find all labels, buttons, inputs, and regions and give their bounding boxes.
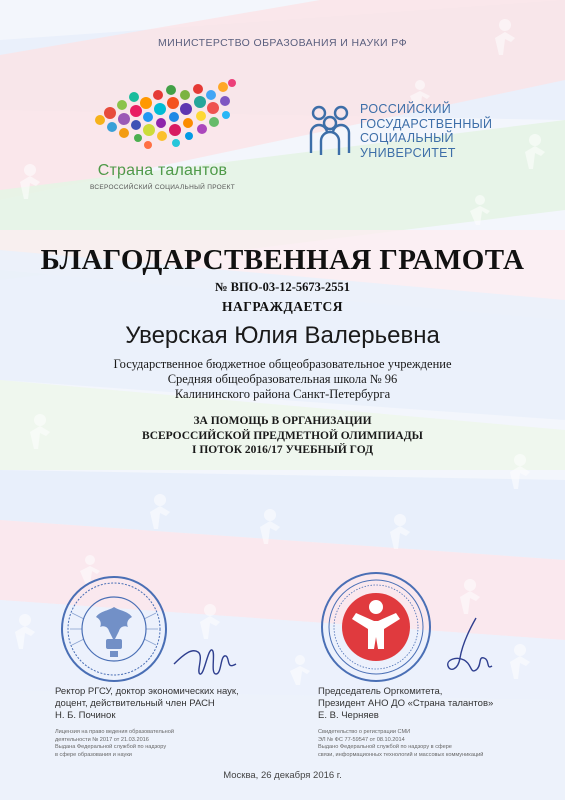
reason-line: ЗА ПОМОЩЬ В ОРГАНИЗАЦИИ	[193, 415, 372, 427]
recipient-organization	[0, 357, 565, 402]
university-name-line: ГОСУДАРСТВЕННЫЙ	[360, 116, 493, 131]
organization-line: Средняя общеобразовательная школа № 96	[167, 372, 398, 386]
signatory-line: доцент, действительный член РАСН	[55, 698, 215, 709]
place-and-date: Москва, 26 декабря 2016 г.	[223, 770, 342, 781]
signature-icon	[170, 634, 240, 682]
university-name	[360, 102, 492, 160]
university-name-line: РОССИЙСКИЙ	[360, 102, 452, 116]
license-line: ЭЛ № ФС 77-59547 от 08.10.2014	[318, 736, 405, 743]
license-line: Свидетельство о регистрации СМИ	[318, 729, 411, 735]
right-license	[318, 729, 483, 759]
ministry-header: МИНИСТЕРСТВО ОБРАЗОВАНИЯ И НАУКИ РФ	[158, 37, 407, 49]
license-line: в сфере образования и науки	[55, 751, 132, 758]
license-line: деятельности № 2017 от 21.03.2016	[55, 736, 149, 743]
license-line: связи, информационных технологий и массовых коммуникаций	[318, 751, 484, 758]
signatory-line: Н. Б. Починок	[55, 710, 116, 721]
right-signatory	[318, 686, 493, 722]
signatory-line: Председатель Оргкомитета,	[318, 686, 443, 697]
award-reason	[0, 414, 565, 458]
rgsu-people-logo	[308, 103, 354, 159]
signature-icon	[440, 612, 500, 682]
signatory-line: Е. В. Черняев	[318, 710, 379, 721]
organization-line: Калининского района Санкт-Петербурга	[174, 387, 391, 401]
russia-map-people-logo	[88, 75, 238, 163]
license-line: Выдано Федеральной службой по надзору в сфере	[318, 744, 452, 751]
license-line: Лицензия на право ведения образовательной	[55, 729, 174, 735]
left-license	[55, 729, 174, 759]
license-line: Выдана Федеральной службой по надзору	[55, 744, 167, 751]
awarded-label: НАГРАЖДАЕТСЯ	[221, 299, 343, 314]
organization-line: Государственное бюджетное общеобразовательное учреждение	[113, 357, 452, 371]
reason-line: ВСЕРОССИЙСКОЙ ПРЕДМЕТНОЙ ОЛИМПИАДЫ	[142, 429, 423, 442]
left-signatory	[55, 686, 239, 722]
signatory-line: Президент АНО ДО «Страна талантов»	[318, 698, 494, 709]
reason-line: I ПОТОК 2016/17 УЧЕБНЫЙ ГОД	[191, 444, 373, 456]
strana-talantov-seal-icon	[318, 569, 434, 685]
university-name-line: УНИВЕРСИТЕТ	[360, 145, 456, 160]
brand-subtitle: ВСЕРОССИЙСКИЙ СОЦИАЛЬНЫЙ ПРОЕКТ	[89, 184, 236, 191]
recipient-name: Уверская Юлия Валерьевна	[125, 322, 440, 349]
rgsu-seal-icon	[58, 573, 170, 685]
certificate-number: № ВПО-03-12-5673-2551	[214, 280, 351, 294]
university-name-line: СОЦИАЛЬНЫЙ	[360, 131, 454, 145]
brand-name: Страна талантов	[97, 162, 228, 179]
signatory-line: Ректор РГСУ, доктор экономических наук,	[55, 686, 239, 697]
certificate-title: БЛАГОДАРСТВЕННАЯ ГРАМОТА	[40, 244, 525, 276]
